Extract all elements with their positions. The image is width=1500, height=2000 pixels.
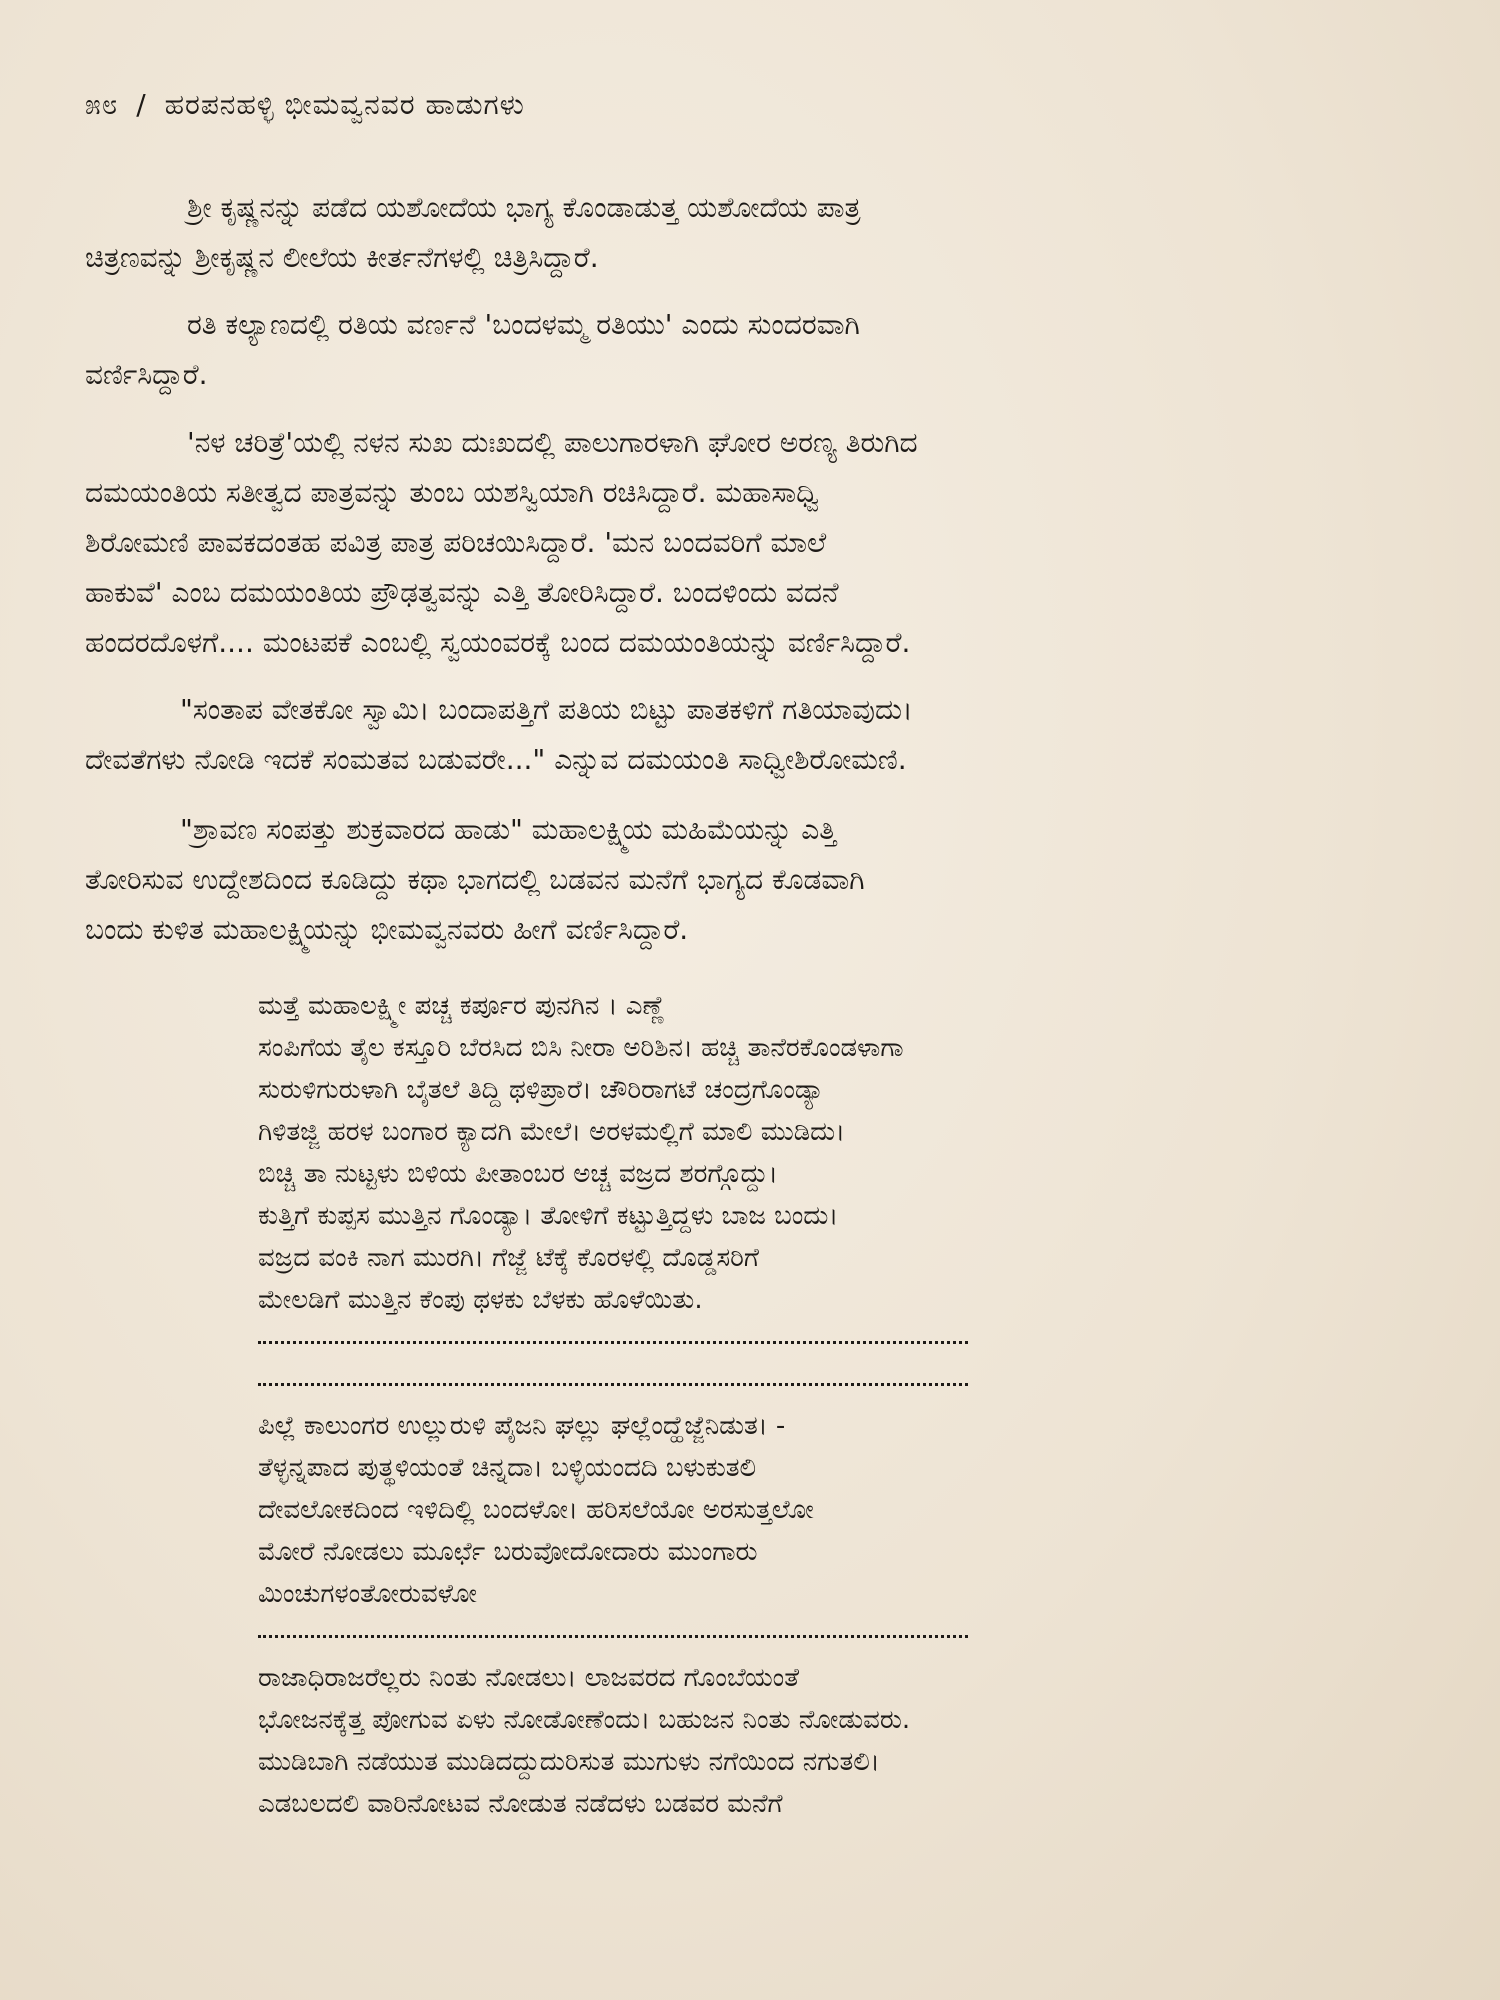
text-line: "ಸಂತಾಪ ವೇತಕೋ ಸ್ವಾಮಿ। ಬಂದಾಪತ್ತಿಗೆ ಪತಿಯ ಬಿಟ್ಟು ಪಾತಕಳಿಗೆ ಗತಿಯಾವುದು। — [180, 693, 913, 726]
verse-line: ರಾಜಾಧಿರಾಜರೆಲ್ಲರು ನಿಂತು ನೋಡಲು। ಲಾಜವರದ ಗೊಂಬೆಯಂತೆ — [258, 1663, 800, 1693]
verse-line: ಮಿಂಚುಗಳಂತೋರುವಳೋ — [258, 1579, 477, 1609]
text-line: "ಶ್ರಾವಣ ಸಂಪತ್ತು ಶುಕ್ರವಾರದ ಹಾಡು" ಮಹಾಲಕ್ಷ್ಮಿಯ ಮಹಿಮೆಯನ್ನು ಎತ್ತಿ — [180, 813, 837, 846]
ellipsis-divider — [258, 1615, 1398, 1657]
text-line: ಶ್ರೀ ಕೃಷ್ಣನನ್ನು ಪಡೆದ ಯಶೋದೆಯ ಭಾಗ್ಯ ಕೊಂಡಾಡುತ್ತ ಯಶೋದೆಯ ಪಾತ್ರ — [187, 191, 861, 224]
text-line: ದೇವತೆಗಳು ನೋಡಿ ಇದಕೆ ಸಂಮತವ ಬಡುವರೇ..." ಎನ್ನುವ ದಮಯಂತಿ ಸಾಧ್ವೀಶಿರೋಮಣಿ. — [85, 743, 907, 776]
text-line: ತೋರಿಸುವ ಉದ್ದೇಶದಿಂದ ಕೂಡಿದ್ದು ಕಥಾ ಭಾಗದಲ್ಲಿ ಬಡವನ ಮನೆಗೆ ಭಾಗ್ಯದ ಕೊಡವಾಗಿ — [85, 863, 865, 896]
text-line: ಹಾಕುವೆ' ಎಂಬ ದಮಯಂತಿಯ ಪ್ರೌಢತ್ವವನ್ನು ಎತ್ತಿ ತೋರಿಸಿದ್ದಾರೆ. ಬಂದಳಿಂದು ವದನೆ — [85, 576, 839, 609]
paragraph-rati — [85, 300, 1445, 400]
verse-line: ಮತ್ತೆ ಮಹಾಲಕ್ಷ್ಮೀ ಪಚ್ಚ ಕರ್ಪೂರ ಪುನಗಿನ । ಎಣ್ಣೆ — [258, 991, 666, 1021]
text-line: ವರ್ಣಿಸಿದ್ದಾರೆ. — [85, 358, 208, 391]
verse-line: ಗಿಳಿತಜ್ಜಿ ಹರಳ ಬಂಗಾರ ಕ್ಯಾದಗಿ ಮೇಲೆ। ಅರಳಮಲ್ಲಿಗೆ ಮಾಲಿ ಮುಡಿದು। — [258, 1117, 846, 1147]
verse-line: ಮೋರೆ ನೋಡಲು ಮೂರ್ಛೆ ಬರುವೋದೋದಾರು ಮುಂಗಾರು — [258, 1537, 758, 1567]
paragraph-shravana — [85, 805, 1445, 955]
text-line: ಹಂದರದೊಳಗೆ.... ಮಂಟಪಕೆ ಎಂಬಲ್ಲಿ ಸ್ವಯಂವರಕ್ಕೆ ಬಂದ ದಮಯಂತಿಯನ್ನು ವರ್ಣಿಸಿದ್ದಾರೆ. — [85, 626, 911, 659]
verse-line: ಸುರುಳಿಗುರುಳಾಗಿ ಬೈತಲೆ ತಿದ್ದಿ ಥಳಿಪ್ರಾರೆ। ಚೌರಿರಾಗಟೆ ಚಂದ್ರಗೊಂಡ್ಯಾ — [258, 1075, 825, 1105]
verse-line: ಕುತ್ತಿಗೆ ಕುಪ್ಪಸ ಮುತ್ತಿನ ಗೊಂಡ್ಯಾ। ತೋಳಿಗೆ ಕಟ್ಟುತ್ತಿದ್ದಳು ಬಾಜ ಬಂದು। — [258, 1201, 839, 1231]
verse-line: ವಜ್ರದ ವಂಕಿ ನಾಗ ಮುರಗಿ। ಗೆಜ್ಜೆ ಟೆಕ್ಕೆ ಕೊರಳಲ್ಲಿ ದೊಡ್ಡಸರಿಗೆ — [258, 1243, 759, 1273]
verse-line: ಎಡಬಲದಲಿ ವಾರಿನೋಟವ ನೋಡುತ ನಡೆದಳು ಬಡವರ ಮನೆಗೆ — [258, 1789, 783, 1819]
paragraph-nala — [85, 418, 1445, 668]
ellipsis-divider — [258, 1321, 1398, 1363]
verse-line: ತೆಳ್ಳನ್ನಪಾದ ಪುತ್ಥಳಿಯಂತೆ ಚಿನ್ನದಾ। ಬಳ್ಳಿಯಂದದಿ ಬಳುಕುತಲಿ — [258, 1453, 757, 1483]
page-number: ೫೮ — [85, 88, 119, 121]
verse-line: ಮುಡಿಬಾಗಿ ನಡೆಯುತ ಮುಡಿದದ್ದುದುರಿಸುತ ಮುಗುಳು ನಗೆಯಿಂದ ನಗುತಲಿ। — [258, 1747, 880, 1777]
verse-line: ಮೇಲಡಿಗೆ ಮುತ್ತಿನ ಕೆಂಪು ಥಳಕು ಬೆಳಕು ಹೊಳೆಯಿತು. — [258, 1285, 703, 1315]
text-line: ಬಂದು ಕುಳಿತ ಮಹಾಲಕ್ಷ್ಮಿಯನ್ನು ಭೀಮವ್ವನವರು ಹೀಗೆ ವರ್ಣಿಸಿದ್ದಾರೆ. — [85, 913, 689, 946]
paragraph-yashoda — [85, 183, 1445, 283]
text-line: 'ನಳ ಚರಿತ್ರೆ'ಯಲ್ಲಿ ನಳನ ಸುಖ ದುಃಖದಲ್ಲಿ ಪಾಲುಗಾರಳಾಗಿ ಘೋರ ಅರಣ್ಯ ತಿರುಗಿದ — [187, 426, 918, 459]
verse-line: ದೇವಲೋಕದಿಂದ ಇಳಿದಿಲ್ಲಿ ಬಂದಳೋ। ಹರಿಸಲೆಯೋ ಅರಸುತ್ತಲೋ — [258, 1495, 814, 1525]
verse-line: ಸಂಪಿಗೆಯ ತೈಲ ಕಸ್ತೂರಿ ಬೆರಸಿದ ಬಿಸಿ ನೀರಾ ಅರಿಶಿನ। ಹಚ್ಚಿ ತಾನೆರಕೊಂಡಳಾಗಾ — [258, 1033, 904, 1063]
text-line: ಚಿತ್ರಣವನ್ನು ಶ್ರೀಕೃಷ್ಣನ ಲೀಲೆಯ ಕೀರ್ತನೆಗಳಲ್ಲಿ ಚಿತ್ರಿಸಿದ್ದಾರೆ. — [85, 241, 599, 274]
text-line: ಶಿರೋಮಣಿ ಪಾವಕದಂತಹ ಪವಿತ್ರ ಪಾತ್ರ ಪರಿಚಯಿಸಿದ್ದಾರೆ. 'ಮನ ಬಂದವರಿಗೆ ಮಾಲೆ — [85, 526, 827, 559]
header-separator: / — [136, 88, 147, 121]
text-line: ದಮಯಂತಿಯ ಸತೀತ್ವದ ಪಾತ್ರವನ್ನು ತುಂಬ ಯಶಸ್ವಿಯಾಗಿ ರಚಿಸಿದ್ದಾರೆ. ಮಹಾಸಾಧ್ವಿ — [85, 476, 820, 509]
text-line: ರತಿ ಕಲ್ಯಾಣದಲ್ಲಿ ರತಿಯ ವರ್ಣನೆ 'ಬಂದಳಮ್ಮ ರತಿಯು' ಎಂದು ಸುಂದರವಾಗಿ — [187, 308, 860, 341]
ellipsis-divider — [258, 1363, 1398, 1405]
paragraph-quote — [85, 685, 1445, 785]
verse-line: ಪಿಲ್ಲೆ ಕಾಲುಂಗರ ಉಲ್ಲುರುಳಿ ಪೈಜನಿ ಘಲ್ಲು ಘಲ್ಲೆಂದ್ಹೆಜ್ಜೆನಿಡುತ। - — [258, 1411, 786, 1441]
song-verse — [258, 985, 1398, 1825]
book-title: ಹರಪನಹಳ್ಳಿ ಭೀಮವ್ವನವರ ಹಾಡುಗಳು — [164, 88, 525, 121]
verse-line: ಬಿಚ್ಚಿ ತಾ ನುಟ್ಟಳು ಬಿಳಿಯ ಪೀತಾಂಬರ ಅಚ್ಚ ವಜ್ರದ ಶರಗ್ಗೊದ್ದು। — [258, 1159, 778, 1189]
verse-line: ಭೋಜನಕ್ಕೆತ್ತ ಪೋಗುವ ಏಳು ನೋಡೋಣೆಂದು। ಬಹುಜನ ನಿಂತು ನೋಡುವರು. — [258, 1705, 911, 1735]
running-header — [85, 88, 525, 122]
